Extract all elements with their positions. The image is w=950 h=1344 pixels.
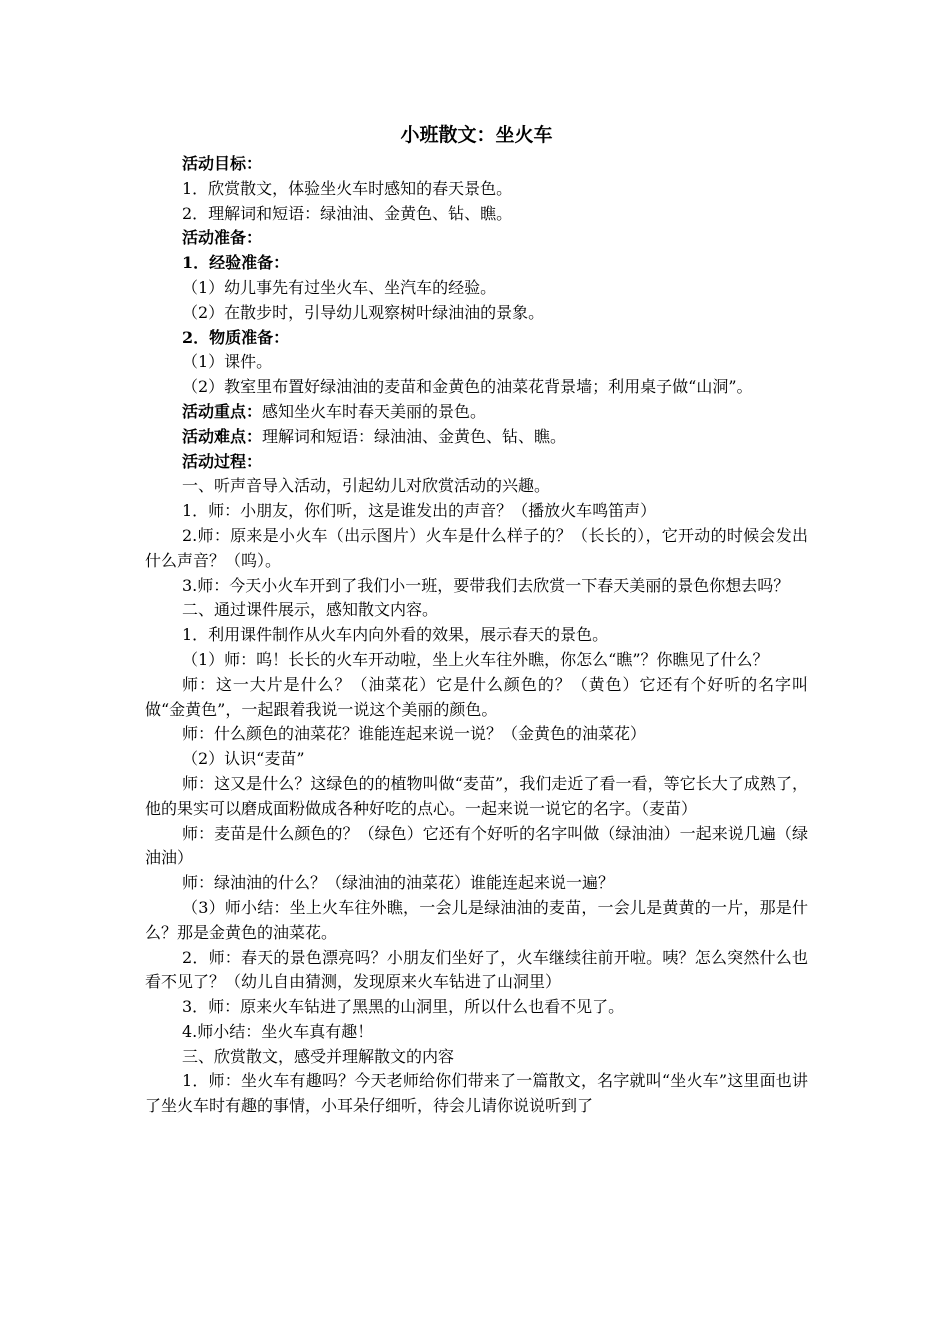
paragraph	[145, 499, 808, 524]
paragraph	[145, 946, 808, 996]
paragraph-text: 理解词和短语：绿油油、金黄色、钻、瞧。	[262, 426, 567, 446]
paragraph-text: 2．理解词和短语：绿油油、金黄色、钻、瞧。	[182, 203, 513, 223]
paragraph	[145, 400, 808, 425]
paragraph	[145, 896, 808, 946]
paragraph-text: （1）师：呜！长长的火车开动啦，坐上火车往外瞧，你怎么“瞧”？你瞧见了什么？	[182, 649, 769, 669]
document-page	[145, 120, 808, 1119]
paragraph	[145, 772, 808, 822]
paragraph-text: 三、欣赏散文，感受并理解散文的内容	[182, 1046, 455, 1066]
paragraph	[145, 251, 808, 276]
paragraph-text: （2）教室里布置好绿油油的麦苗和金黄色的油菜花背景墙；利用桌子做“山洞”。	[182, 377, 753, 397]
paragraph	[145, 598, 808, 623]
paragraph	[145, 574, 808, 599]
paragraph	[145, 202, 808, 227]
paragraph	[145, 623, 808, 648]
paragraph	[145, 152, 808, 177]
paragraph-heading: 活动目标：	[182, 154, 263, 173]
paragraph	[145, 425, 808, 450]
paragraph	[145, 747, 808, 772]
paragraph-text: 1．利用课件制作从火车内向外看的效果，展示春天的景色。	[182, 625, 609, 645]
paragraph	[145, 326, 808, 351]
paragraph-text: 3．师：原来火车钻进了黑黑的山洞里，所以什么也看不见了。	[182, 997, 625, 1017]
paragraph-heading: 1．经验准备：	[182, 253, 290, 273]
paragraph-text: 师：麦苗是什么颜色的？（绿色）它还有个好听的名字叫做（绿油油）一起来说几遍（绿油油）	[145, 823, 808, 868]
paragraph-text: （2）认识“麦苗”	[182, 749, 305, 769]
paragraph-heading: 活动难点：	[182, 426, 263, 446]
paragraph	[145, 822, 808, 872]
paragraph-text: 师：什么颜色的油菜花？谁能连起来说一说？（金黄色的油菜花）	[182, 724, 647, 744]
paragraph-heading: 活动过程：	[182, 451, 263, 471]
paragraph-text: 1．师：小朋友，你们听，这是谁发出的声音？（播放火车鸣笛声）	[182, 501, 657, 521]
paragraph	[145, 474, 808, 499]
paragraph-text: （3）师小结：坐上火车往外瞧，一会儿是绿油油的麦苗，一会儿是黄黄的一片，那是什么？那是金黄色的油菜花。	[145, 897, 808, 942]
paragraph-heading: 活动准备：	[182, 228, 263, 248]
paragraph-text: 2.师：原来是小火车（出示图片）火车是什么样子的？（长长的），它开动的时候会发出什么声音？（呜）。	[145, 525, 808, 570]
paragraph-heading: 2．物质准备：	[182, 327, 290, 347]
paragraph	[145, 673, 808, 723]
paragraph	[145, 648, 808, 673]
paragraph	[145, 276, 808, 301]
paragraph-text: 1．师：坐火车有趣吗？今天老师给你们带来了一篇散文，名字就叫“坐火车”这里面也讲了坐火车时有趣的事情，小耳朵仔细听，待会儿请你说说听到了	[145, 1071, 808, 1116]
paragraph-text: 师：绿油油的什么？（绿油油的油菜花）谁能连起来说一遍？	[182, 873, 615, 893]
paragraph-text: （1）幼儿事先有过坐火车、坐汽车的经验。	[182, 277, 497, 297]
paragraph-text: 师：这又是什么？这绿色的的植物叫做“麦苗”，我们走近了看一看，等它长大了成熟了，他的果实可以磨成面粉做成各种好吃的点心。一起来说一说它的名字。（麦苗）	[145, 773, 808, 818]
paragraph	[145, 375, 808, 400]
paragraph-text: 师：这一大片是什么？（油菜花）它是什么颜色的？（黄色）它还有个好听的名字叫做“金黄色”，一起跟着我说一说这个美丽的颜色。	[145, 674, 808, 719]
paragraph-text: 1．欣赏散文，体验坐火车时感知的春天景色。	[182, 178, 513, 198]
paragraph	[145, 1045, 808, 1070]
paragraph-text: （2）在散步时，引导幼儿观察树叶绿油油的景象。	[182, 302, 545, 322]
paragraph-text: 3.师：今天小火车开到了我们小一班，要带我们去欣赏一下春天美丽的景色你想去吗？	[182, 575, 790, 595]
paragraph-text: 感知坐火车时春天美丽的景色。	[262, 401, 487, 421]
paragraph-text: 2．师：春天的景色漂亮吗？小朋友们坐好了，火车继续往前开啦。咦？怎么突然什么也看不见了？（幼儿自由猜测，发现原来火车钻进了山洞里）	[145, 947, 808, 992]
paragraph	[145, 301, 808, 326]
paragraph	[145, 722, 808, 747]
paragraph-text: 一、听声音导入活动，引起幼儿对欣赏活动的兴趣。	[182, 476, 551, 496]
paragraph-heading: 活动重点：	[182, 401, 263, 421]
paragraph	[145, 226, 808, 251]
paragraph	[145, 1069, 808, 1119]
paragraph-text: 4.师小结：坐火车真有趣！	[182, 1021, 374, 1041]
paragraph	[145, 1020, 808, 1045]
document-body	[145, 152, 808, 1119]
paragraph	[145, 450, 808, 475]
paragraph-text: 二、通过课件展示，感知散文内容。	[182, 600, 439, 620]
paragraph	[145, 995, 808, 1020]
document-title: 小班散文：坐火车	[400, 124, 553, 146]
paragraph	[145, 524, 808, 574]
paragraph	[145, 871, 808, 896]
paragraph-text: （1）课件。	[182, 352, 273, 372]
paragraph	[145, 177, 808, 202]
paragraph	[145, 350, 808, 375]
